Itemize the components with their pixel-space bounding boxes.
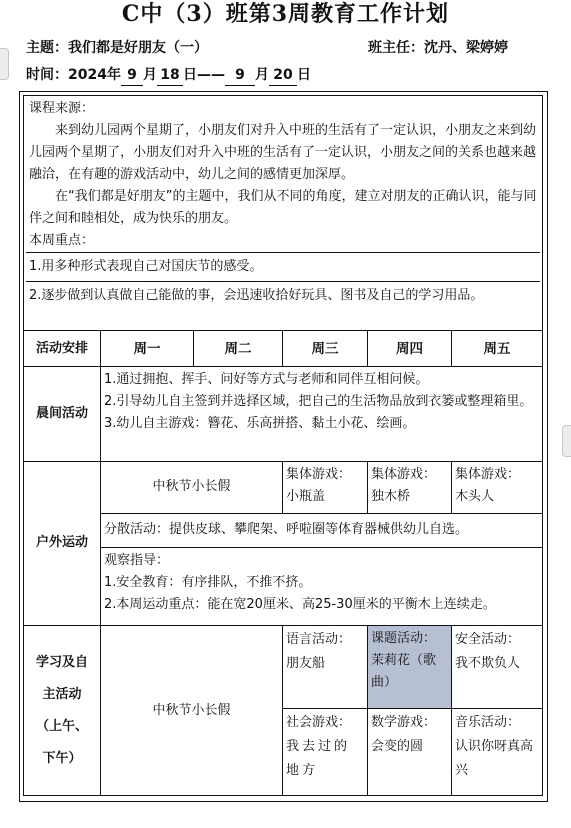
left-scroll-handle[interactable]: [0, 48, 9, 80]
outdoor-game-wed-type: 集体游戏：: [286, 466, 352, 482]
teacher-label: 班主任：沈丹、梁婷婷: [368, 40, 508, 56]
outdoor-game-fri-type: 集体游戏：: [455, 466, 521, 482]
learning-thu-top: [368, 626, 452, 708]
learning-label: [24, 626, 101, 796]
outdoor-game-fri-name: 木头人: [455, 488, 495, 504]
day-thu: 周四: [368, 331, 452, 367]
date-day-unit-end: 日: [296, 67, 311, 83]
morning-item-3: 3.幼儿自主游戏：簪花、乐高拼搭、黏土小花、绘画。: [104, 416, 416, 432]
day-wed: 周三: [283, 331, 368, 367]
outdoor-game-fri: [452, 461, 543, 513]
learning-fri-bottom-type: 音乐活动：: [455, 714, 521, 730]
learning-wed-bottom-name: 我去过的地方: [286, 738, 351, 778]
learning-label-line-1: 学习及自: [35, 654, 88, 670]
morning-label: 晨间活动: [24, 367, 101, 461]
focus-item-2: 2.逐步做到认真做自己能做的事，会迅速收拾好玩具、图书及自己的学习用品。: [26, 281, 540, 310]
learning-fri-top: [452, 626, 543, 708]
learning-label-line-3: （上午、: [35, 718, 88, 734]
day-tue: 周二: [194, 331, 283, 367]
date-day-end: 20: [269, 65, 297, 86]
learning-fri-top-name: 我不欺负人: [455, 656, 521, 672]
learning-fri-bottom-name: 认识你呀真高兴: [455, 738, 534, 778]
plan-table: [23, 95, 543, 796]
focus-label: 本周重点：: [29, 233, 95, 248]
learning-label-line-2: 主活动: [42, 686, 82, 702]
outdoor-observe: [101, 547, 543, 625]
page-title: C中（3）班第3周教育工作计划: [121, 1, 450, 27]
learning-wed-bottom-type: 社会游戏：: [286, 714, 352, 730]
schedule-header-row: [24, 331, 543, 367]
learning-wed-bottom: [283, 708, 368, 795]
outdoor-games-row: [24, 461, 543, 513]
outdoor-label: 户外运动: [24, 461, 101, 626]
learning-wed-top-type: 语言活动：: [286, 632, 352, 648]
outdoor-holiday: 中秋节小长假: [101, 461, 283, 513]
learning-label-line-4: 下午）: [42, 750, 82, 766]
outdoor-game-wed: [283, 461, 368, 513]
date-month-start: 9: [121, 65, 143, 86]
origin-row: [24, 96, 543, 331]
outdoor-game-thu-type: 集体游戏：: [371, 466, 437, 482]
schedule-label: 活动安排: [24, 331, 101, 367]
learning-wed-top-name: 朋友船: [286, 656, 326, 672]
observe-item-2: 2.本周运动重点：能在宽20厘米、高25-30厘米的平衡木上连续走。: [104, 596, 496, 612]
day-mon: 周一: [101, 331, 194, 367]
date-day-start: 18: [157, 65, 183, 86]
outdoor-scattered: 分散活动：提供皮球、攀爬架、呼啦圈等体育器械供幼儿自选。: [101, 513, 543, 547]
date-month-unit-end: 月: [254, 67, 269, 83]
origin-paragraph-1: 来到幼儿园两个星期了，小朋友们对升入中班的生活有了一定认识，小朋友之来到幼儿园两个星期了，小朋友们对升入中班的生活有了一定认识，小朋友之间的关系也越来越融洽，在有趣的游戏活动中，幼儿之间的感情更加深厚。: [29, 123, 537, 182]
learning-fri-top-type: 安全活动：: [455, 632, 521, 648]
date-month-end: 9: [225, 65, 255, 86]
date-prefix: 时间：2024年: [26, 67, 121, 83]
morning-row: [24, 367, 543, 461]
learning-wed-top: [283, 626, 368, 708]
morning-item-2: 2.引导幼儿自主签到并选择区域，把自己的生活物品放到衣篓或整理箱里。: [104, 394, 533, 410]
observe-item-1: 1.安全教育：有序排队，不推不挤。: [104, 574, 312, 590]
date-month-unit: 月: [142, 67, 157, 83]
learning-thu-top-name: 茉莉花（歌曲）: [371, 653, 437, 691]
learning-thu-bottom-name: 会变的圆: [371, 738, 424, 754]
date-line: [26, 65, 311, 86]
origin-paragraph-2: 在“我们都是好朋友”的主题中，我们从不同的角度，建立对朋友的正确认识，能与同伴之间和睦相处，成为快乐的朋友。: [29, 189, 537, 226]
right-scroll-handle[interactable]: [562, 425, 571, 457]
learning-fri-bottom: [452, 708, 543, 795]
learning-thu-bottom-type: 数学游戏：: [371, 714, 437, 730]
focus-item-1: 1.用多种形式表现自己对国庆节的感受。: [26, 252, 540, 281]
day-fri: 周五: [452, 331, 543, 367]
outdoor-game-thu: [368, 461, 452, 513]
learning-top-row: [24, 626, 543, 708]
origin-cell: [24, 96, 543, 331]
learning-thu-top-type: 课题活动：: [371, 631, 437, 647]
learning-holiday: 中秋节小长假: [101, 626, 283, 796]
morning-item-1: 1.通过拥抱、挥手、问好等方式与老师和同伴互相问候。: [104, 372, 429, 388]
theme-label: 主题：我们都是好朋友（一）: [26, 40, 208, 56]
outdoor-game-wed-name: 小瓶盖: [286, 488, 326, 504]
outdoor-scattered-row: [24, 513, 543, 547]
outdoor-observe-row: [24, 547, 543, 625]
date-mid: 日——: [182, 67, 225, 83]
outdoor-game-thu-name: 独木桥: [371, 488, 411, 504]
morning-content: [101, 367, 543, 461]
observe-label: 观察指导：: [104, 552, 170, 568]
learning-thu-bottom: [368, 708, 452, 795]
origin-label: 课程来源：: [29, 101, 95, 116]
